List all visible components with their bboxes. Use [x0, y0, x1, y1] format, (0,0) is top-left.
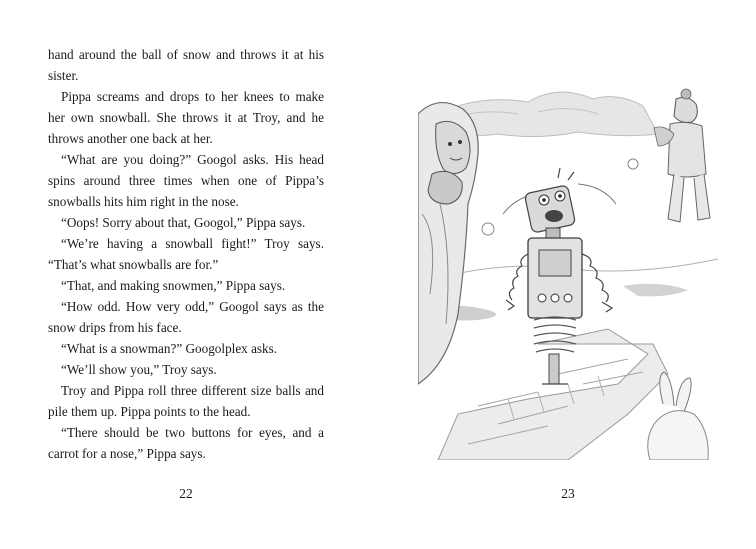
paragraph: “We’ll show you,” Troy says.: [61, 362, 217, 377]
snowball-fight-illustration: [418, 54, 718, 460]
paragraph: “How odd. How very odd,” Googol says as the snow drips from his face.: [48, 299, 324, 335]
paragraph: hand around the ball of snow and throws it at his sister.: [48, 47, 324, 83]
right-page: [378, 0, 756, 549]
robot-googol: [503, 168, 616, 384]
paragraph: “Oops! Sorry about that, Googol,” Pippa says.: [61, 215, 306, 230]
paragraph: “There should be two buttons for eyes, and a carrot for a nose,” Pippa says.: [48, 425, 324, 461]
page-number-left: 22: [179, 486, 193, 501]
page-number-right: 23: [561, 486, 575, 501]
paragraph: “What is a snowman?” Googolplex asks.: [61, 341, 278, 356]
story-text: [48, 44, 324, 464]
paragraph: “We’re having a snowball fight!” Troy says. “That’s what snowballs are for.”: [48, 236, 324, 272]
paragraph: Pippa screams and drops to her knees to make her own snowball. She throws it at Troy, and he throws another one back at her.: [48, 89, 324, 146]
illustration-svg: [418, 54, 718, 460]
paragraph: “That, and making snowmen,” Pippa says.: [61, 278, 286, 293]
paragraph: “What are you doing?” Googol asks. His head spins around three times when one of Pippa’s snowballs hits him right in the nose.: [48, 152, 324, 209]
paragraph: Troy and Pippa roll three different size balls and pile them up. Pippa points to the head.: [48, 383, 324, 419]
